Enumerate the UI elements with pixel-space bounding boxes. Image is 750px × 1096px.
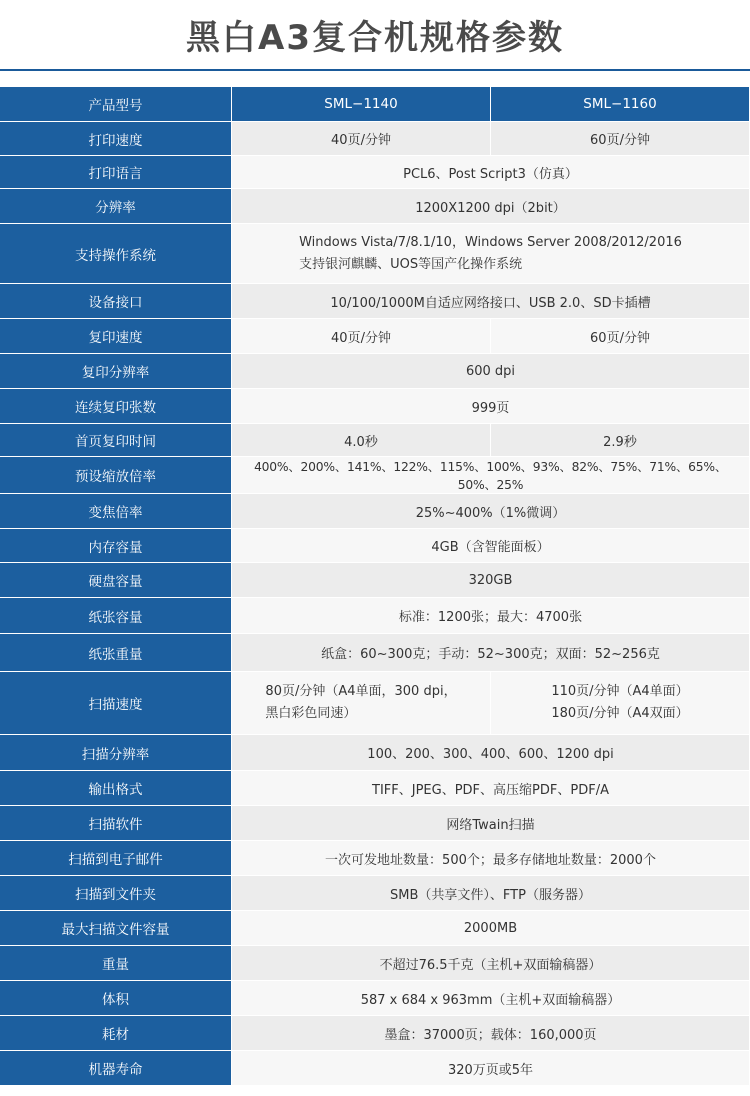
shared-value: PCL6、Post Script3（仿真） — [232, 156, 750, 189]
shared-value: 587 x 684 x 963mm（主机+双面输稿器） — [232, 981, 750, 1016]
row-label: 内存容量 — [0, 529, 232, 563]
table-row — [0, 911, 750, 946]
table-row — [0, 735, 750, 771]
table-header-row — [0, 87, 750, 122]
model-b-value: 60页/分钟 — [491, 319, 750, 354]
shared-value: 标准：1200张；最大：4700张 — [232, 598, 750, 634]
shared-value: 10/100/1000M自适应网络接口、USB 2.0、SD卡插槽 — [232, 284, 750, 319]
model-a-value: 4.0秒 — [232, 424, 491, 457]
shared-value: 2000MB — [232, 911, 750, 946]
os-line-1: Windows Vista/7/8.1/10，Windows Server 2008/2012/2016 — [299, 234, 682, 250]
row-label: 扫描到电子邮件 — [0, 841, 232, 876]
table-row — [0, 319, 750, 354]
os-line-2: 支持银河麒麟、UOS等国产化操作系统 — [299, 256, 523, 272]
model-a-value: 40页/分钟 — [232, 122, 491, 156]
row-label: 硬盘容量 — [0, 563, 232, 598]
shared-value: 纸盒：60~300克；手动：52~300克；双面：52~256克 — [232, 634, 750, 672]
scan-speed-b-line-2: 180页/分钟（A4双面） — [551, 706, 689, 721]
shared-value: 320GB — [232, 563, 750, 598]
row-label: 扫描到文件夹 — [0, 876, 232, 911]
table-row — [0, 563, 750, 598]
table-row — [0, 946, 750, 981]
row-label: 纸张重量 — [0, 634, 232, 672]
table-row — [0, 224, 750, 284]
spec-table — [0, 87, 750, 1086]
table-row — [0, 981, 750, 1016]
table-row — [0, 354, 750, 389]
page-title: 黑白A3复合机规格参数 — [186, 18, 564, 58]
shared-value — [232, 224, 750, 284]
model-b-value: 60页/分钟 — [491, 122, 750, 156]
table-row — [0, 424, 750, 457]
row-label: 首页复印时间 — [0, 424, 232, 457]
table-row — [0, 841, 750, 876]
table-row — [0, 598, 750, 634]
shared-value: 4GB（含智能面板） — [232, 529, 750, 563]
shared-value: 一次可发地址数量：500个；最多存储地址数量：2000个 — [232, 841, 750, 876]
row-label: 连续复印张数 — [0, 389, 232, 424]
model-a-value — [232, 672, 491, 735]
row-label: 复印速度 — [0, 319, 232, 354]
shared-value: 25%~400%（1%微调） — [232, 494, 750, 529]
row-label: 分辨率 — [0, 189, 232, 224]
shared-value: TIFF、JPEG、PDF、高压缩PDF、PDF/A — [232, 771, 750, 806]
scan-speed-a-line-2: 黑白彩色同速） — [265, 706, 357, 721]
table-row — [0, 122, 750, 156]
row-label: 支持操作系统 — [0, 224, 232, 284]
row-label: 耗材 — [0, 1016, 232, 1051]
table-row — [0, 457, 750, 494]
shared-value: SMB（共享文件）、FTP（服务器） — [232, 876, 750, 911]
row-label: 纸张容量 — [0, 598, 232, 634]
table-row — [0, 1016, 750, 1051]
model-b-value — [491, 672, 750, 735]
row-label: 重量 — [0, 946, 232, 981]
row-label: 变焦倍率 — [0, 494, 232, 529]
shared-value: 网络Twain扫描 — [232, 806, 750, 841]
table-row — [0, 529, 750, 563]
shared-value: 不超过76.5千克（主机+双面输稿器） — [232, 946, 750, 981]
table-row — [0, 771, 750, 806]
row-label: 打印速度 — [0, 122, 232, 156]
shared-value: 600 dpi — [232, 354, 750, 389]
model-a-header: SML−1140 — [232, 87, 491, 122]
shared-value: 100、200、300、400、600、1200 dpi — [232, 735, 750, 771]
shared-value: 999页 — [232, 389, 750, 424]
row-label: 体积 — [0, 981, 232, 1016]
table-row — [0, 189, 750, 224]
table-row — [0, 806, 750, 841]
scan-speed-a-line-1: 80页/分钟（A4单面，300 dpi， — [265, 684, 457, 699]
table-row — [0, 494, 750, 529]
row-label: 扫描软件 — [0, 806, 232, 841]
shared-value: 400%、200%、141%、122%、115%、100%、93%、82%、75%、71%、65%、50%、25% — [232, 457, 750, 494]
table-row — [0, 389, 750, 424]
row-label: 复印分辨率 — [0, 354, 232, 389]
table-row — [0, 1051, 750, 1086]
shared-value: 墨盒：37000页；载体：160,000页 — [232, 1016, 750, 1051]
table-row — [0, 634, 750, 672]
row-label: 预设缩放倍率 — [0, 457, 232, 494]
row-label: 最大扫描文件容量 — [0, 911, 232, 946]
row-label: 机器寿命 — [0, 1051, 232, 1086]
row-label: 扫描速度 — [0, 672, 232, 735]
table-row — [0, 284, 750, 319]
row-label: 产品型号 — [0, 87, 232, 122]
table-row — [0, 156, 750, 189]
model-a-value: 40页/分钟 — [232, 319, 491, 354]
row-label: 设备接口 — [0, 284, 232, 319]
scan-speed-b-line-1: 110页/分钟（A4单面） — [551, 684, 689, 699]
model-b-value: 2.9秒 — [491, 424, 750, 457]
row-label: 打印语言 — [0, 156, 232, 189]
table-row — [0, 672, 750, 735]
shared-value: 320万页或5年 — [232, 1051, 750, 1086]
table-row — [0, 876, 750, 911]
row-label: 输出格式 — [0, 771, 232, 806]
model-b-header: SML−1160 — [491, 87, 750, 122]
shared-value: 1200X1200 dpi（2bit） — [232, 189, 750, 224]
row-label: 扫描分辨率 — [0, 735, 232, 771]
